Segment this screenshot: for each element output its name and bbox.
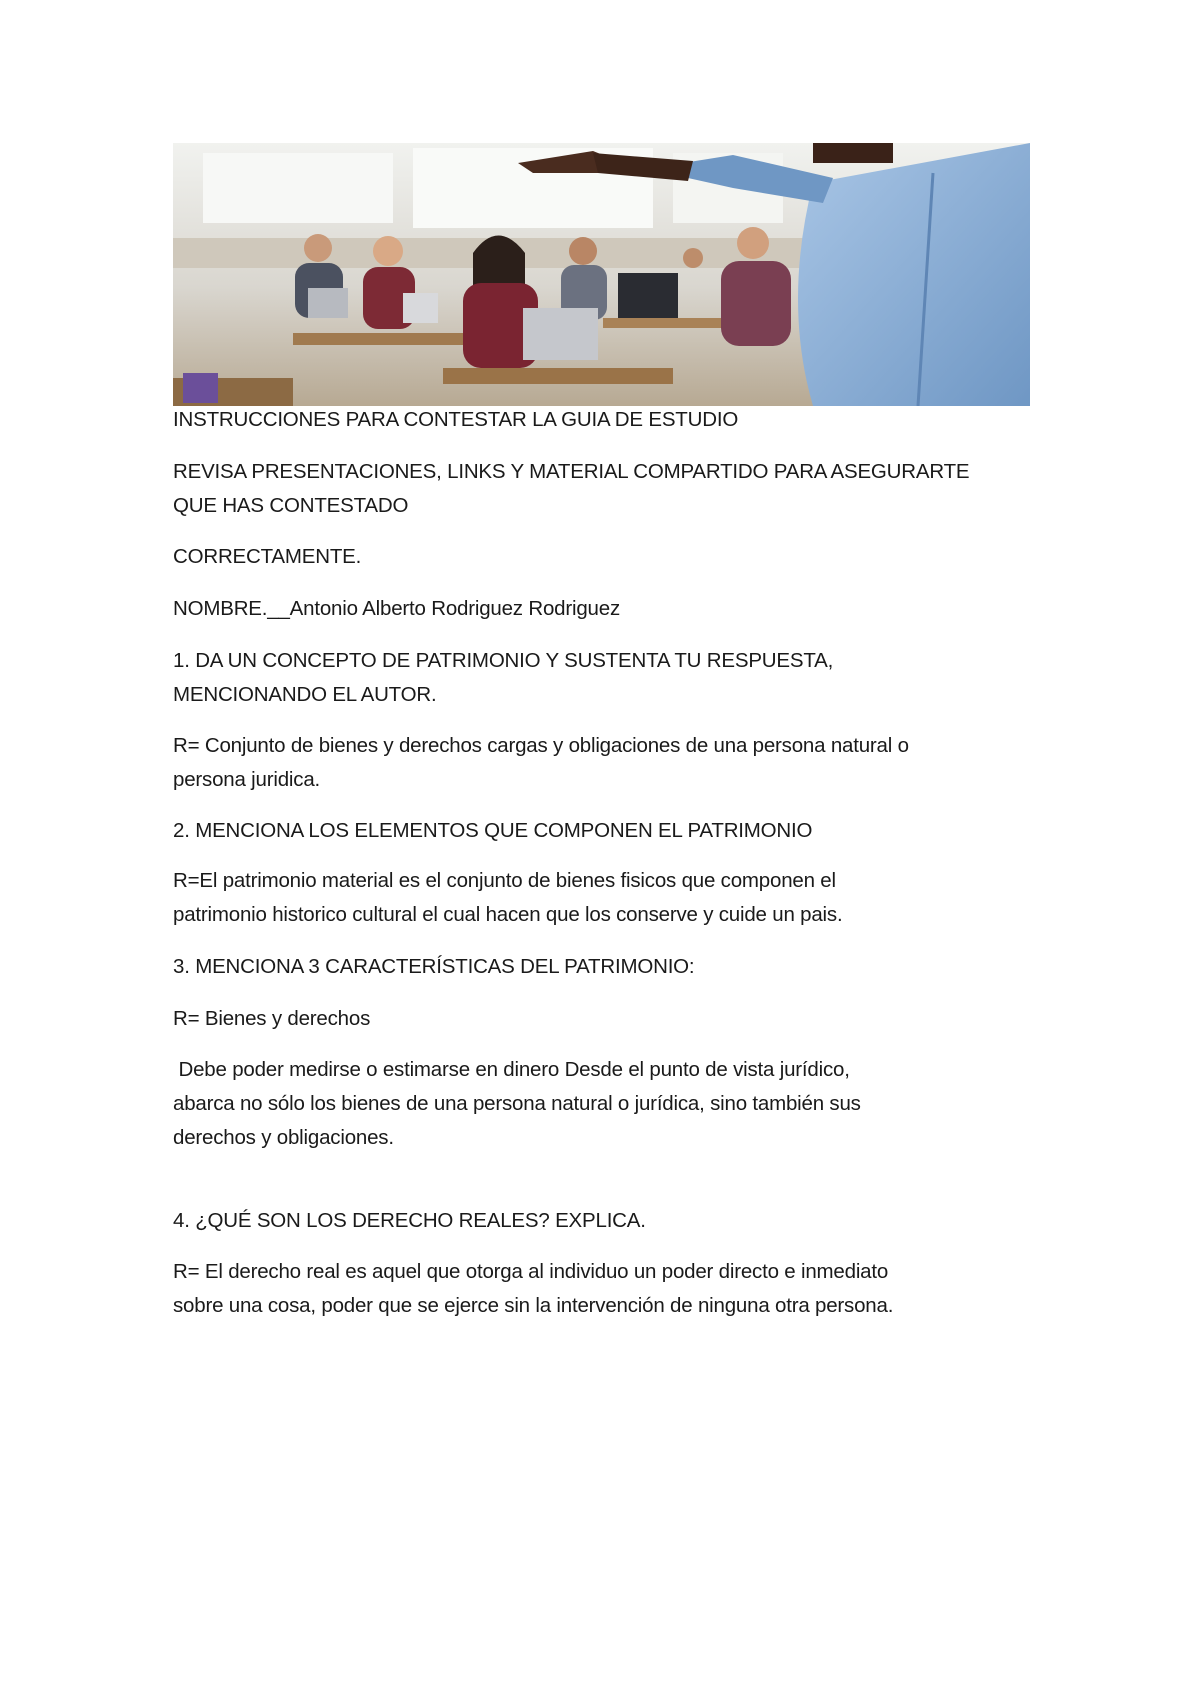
answer-2 xyxy=(173,864,1033,932)
question-4 xyxy=(173,1204,1033,1238)
instruction-line: REVISA PRESENTACIONES, LINKS Y MATERIAL COMPARTIDO PARA ASEGURARTE xyxy=(173,460,970,483)
answer-text: R= Bienes y derechos xyxy=(173,1007,371,1030)
instruction-line: QUE HAS CONTESTADO xyxy=(173,494,409,517)
question-1 xyxy=(173,644,1033,712)
question-text: MENCIONANDO EL AUTOR. xyxy=(173,683,437,706)
classroom-photo xyxy=(173,143,1030,406)
name-line: NOMBRE.__Antonio Alberto Rodriguez Rodriguez xyxy=(173,597,620,620)
instruction-line: CORRECTAMENTE. xyxy=(173,545,362,568)
question-text: 4. ¿QUÉ SON LOS DERECHO REALES? EXPLICA. xyxy=(173,1209,646,1232)
heading-text: INSTRUCCIONES PARA CONTESTAR LA GUIA DE ESTUDIO xyxy=(173,408,739,431)
question-2 xyxy=(173,814,1033,848)
answer-text: R= Conjunto de bienes y derechos cargas y obligaciones de una persona natural o xyxy=(173,734,909,757)
answer-text: sobre una cosa, poder que se ejerce sin la intervención de ninguna otra persona. xyxy=(173,1294,894,1317)
answer-1 xyxy=(173,729,1033,797)
question-text: 1. DA UN CONCEPTO DE PATRIMONIO Y SUSTENTA TU RESPUESTA, xyxy=(173,649,834,672)
instructions-heading xyxy=(173,403,1033,437)
question-text: 3. MENCIONA 3 CARACTERÍSTICAS DEL PATRIMONIO: xyxy=(173,955,695,978)
answer-3 xyxy=(173,1002,1033,1036)
question-3 xyxy=(173,950,1033,984)
answer-text: patrimonio historico cultural el cual hacen que los conserve y cuide un pais. xyxy=(173,903,843,926)
instructions-paragraph xyxy=(173,455,1033,523)
answer-3-detail xyxy=(173,1053,1033,1155)
answer-text: persona juridica. xyxy=(173,768,321,791)
answer-text: abarca no sólo los bienes de una persona natural o jurídica, sino también sus xyxy=(173,1092,861,1115)
answer-text: R= El derecho real es aquel que otorga al individuo un poder directo e inmediato xyxy=(173,1260,889,1283)
student-name xyxy=(173,592,1033,626)
instructions-end xyxy=(173,540,1033,574)
answer-4 xyxy=(173,1255,1033,1323)
question-text: 2. MENCIONA LOS ELEMENTOS QUE COMPONEN EL PATRIMONIO xyxy=(173,819,813,842)
answer-text: Debe poder medirse o estimarse en dinero Desde el punto de vista jurídico, xyxy=(173,1058,850,1081)
answer-text: R=El patrimonio material es el conjunto de bienes fisicos que componen el xyxy=(173,869,836,892)
answer-text: derechos y obligaciones. xyxy=(173,1126,394,1149)
